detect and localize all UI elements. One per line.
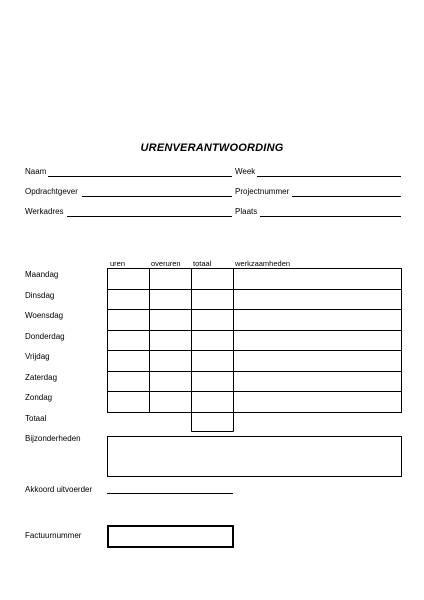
- column-header-uren: uren: [110, 259, 126, 268]
- total-label: Totaal: [25, 414, 47, 423]
- page-title: URENVERANTWOORDING: [140, 142, 284, 154]
- day-label-zaterdag: Zaterdag: [25, 373, 58, 382]
- week-label: Week: [235, 167, 256, 176]
- opdrachtgever-label: Opdrachtgever: [25, 187, 78, 196]
- day-label-dinsdag: Dinsdag: [25, 291, 55, 300]
- factuurnummer-label: Factuurnummer: [25, 531, 82, 540]
- bijzonderheden-label: Bijzonderheden: [25, 434, 81, 443]
- total-cell[interactable]: [192, 413, 233, 431]
- naam-label: Naam: [25, 167, 47, 176]
- werkadres-label: Werkadres: [25, 207, 64, 216]
- column-header-overuren: overuren: [151, 259, 181, 268]
- akkoord-signature-line[interactable]: [107, 493, 233, 494]
- day-label-maandag: Maandag: [25, 270, 59, 279]
- akkoord-label: Akkoord uitvoerder: [25, 485, 93, 494]
- day-label-donderdag: Donderdag: [25, 332, 65, 341]
- day-label-woensdag: Woensdag: [25, 311, 64, 320]
- day-label-vrijdag: Vrijdag: [25, 352, 50, 361]
- column-header-totaal: totaal: [193, 259, 212, 268]
- day-label-zondag: Zondag: [25, 393, 53, 402]
- plaats-label: Plaats: [235, 207, 258, 216]
- grid-frame: [108, 269, 402, 413]
- bijzonderheden-box[interactable]: [107, 436, 402, 477]
- factuurnummer-box[interactable]: [107, 525, 234, 548]
- projectnummer-label: Projectnummer: [235, 187, 290, 196]
- column-header-werkzaamheden: werkzaamheden: [235, 259, 291, 268]
